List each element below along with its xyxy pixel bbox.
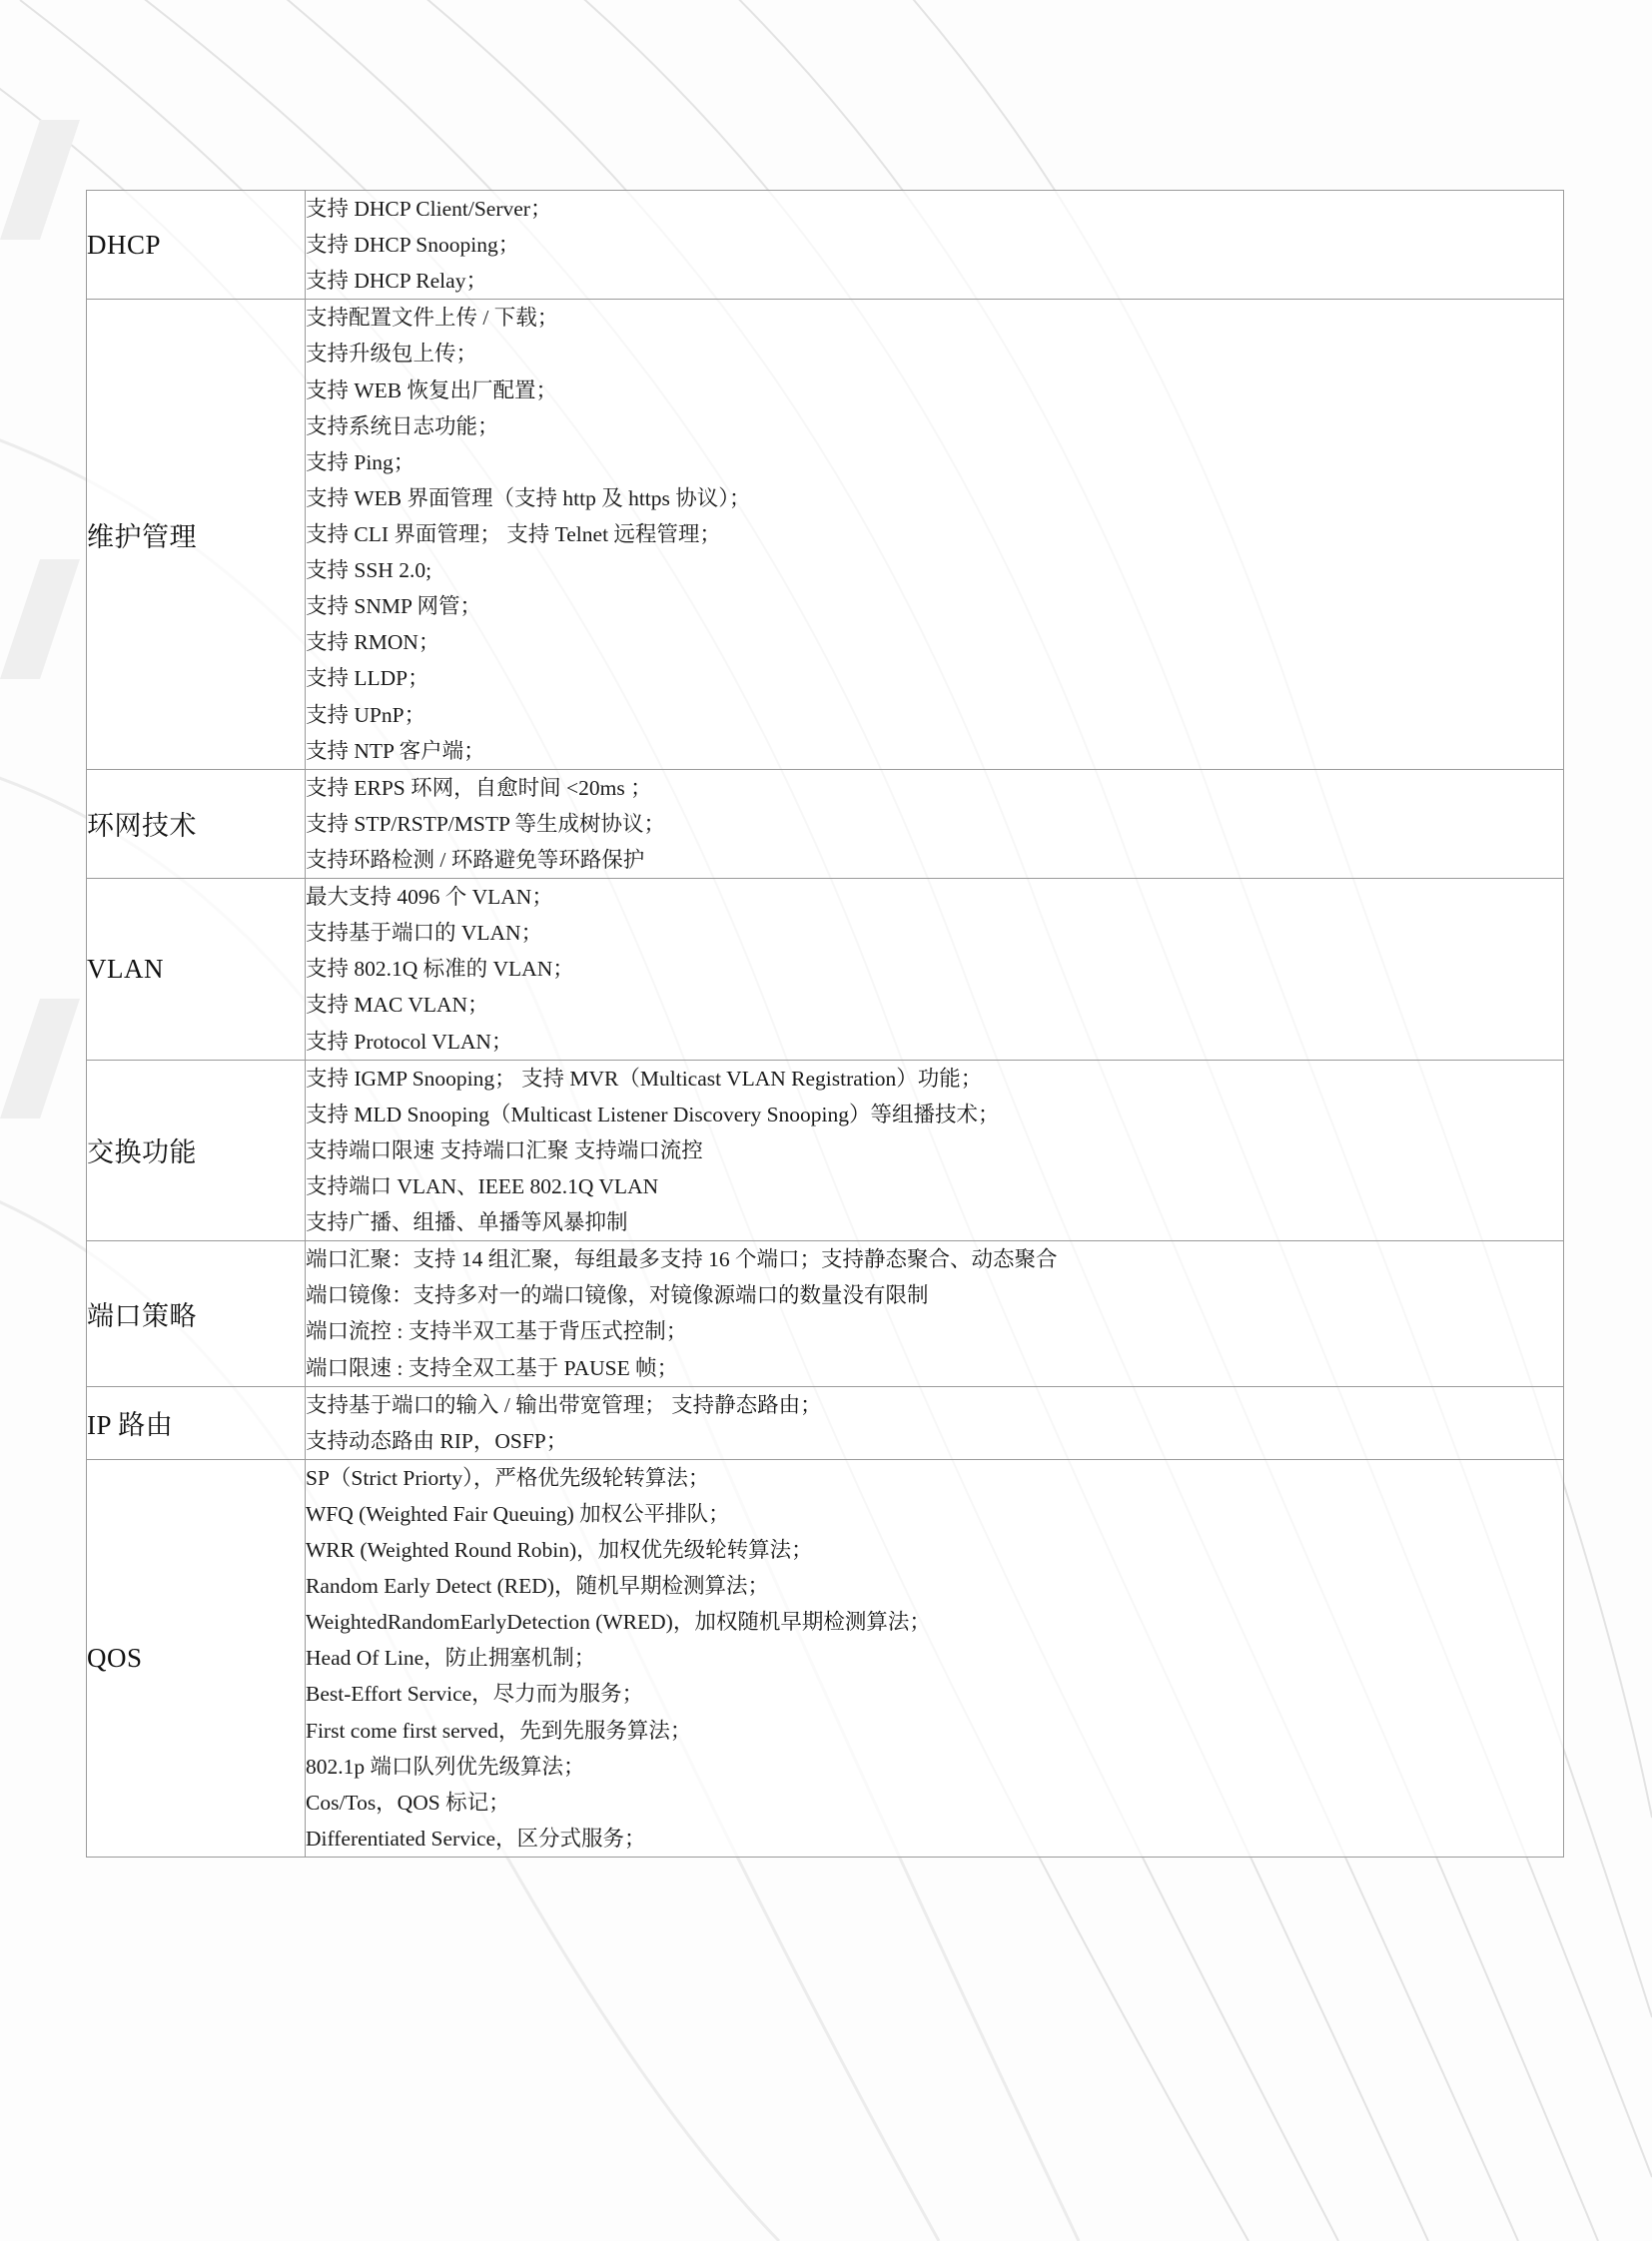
row-line: Differentiated Service，区分式服务； xyxy=(306,1826,646,1851)
row-line: 支持广播、组播、单播等风暴抑制 xyxy=(306,1210,628,1235)
row-line: 支持 MAC VLAN； xyxy=(306,993,489,1018)
row-line: 端口镜像：支持多对一的端口镜像，对镜像源端口的数量没有限制 xyxy=(306,1283,929,1308)
row-line: 端口限速 : 支持全双工基于 PAUSE 帧； xyxy=(306,1355,679,1380)
row-label-maintenance: 维护管理 xyxy=(87,300,306,769)
row-line: 支持 RMON； xyxy=(306,630,440,655)
row-line: Random Early Detect (RED)，随机早期检测算法； xyxy=(306,1574,769,1599)
row-line: 支持 NTP 客户端； xyxy=(306,738,485,763)
row-line: 支持基于端口的 VLAN； xyxy=(306,921,543,946)
row-line: WFQ (Weighted Fair Queuing) 加权公平排队； xyxy=(306,1501,730,1526)
row-line: 支持 WEB 界面管理（支持 http 及 https 协议）； xyxy=(306,485,751,510)
row-line: 支持 802.1Q 标准的 VLAN； xyxy=(306,957,574,982)
row-body-maintenance xyxy=(306,300,1564,769)
table-row xyxy=(87,1459,1564,1857)
row-body-port-policy xyxy=(306,1241,1564,1386)
row-label-dhcp: DHCP xyxy=(87,191,306,300)
table-row xyxy=(87,1241,1564,1386)
row-line: 支持 DHCP Snooping； xyxy=(306,233,520,258)
row-line: 支持端口 VLAN、IEEE 802.1Q VLAN xyxy=(306,1173,659,1198)
row-label-ip-routing: IP 路由 xyxy=(87,1386,306,1459)
table-row xyxy=(87,769,1564,878)
row-body-qos xyxy=(306,1459,1564,1857)
row-label-port-policy: 端口策略 xyxy=(87,1241,306,1386)
row-line: WRR (Weighted Round Robin)，加权优先级轮转算法； xyxy=(306,1538,813,1563)
table-row xyxy=(87,300,1564,769)
row-body-ring-network xyxy=(306,769,1564,878)
row-line: 支持 WEB 恢复出厂配置； xyxy=(306,377,558,402)
specification-table-container xyxy=(86,190,1564,1858)
row-line: 端口汇聚：支持 14 组汇聚，每组最多支持 16 个端口；支持静态聚合、动态聚合 xyxy=(306,1247,1058,1272)
row-line: Head Of Line，防止拥塞机制； xyxy=(306,1646,596,1671)
row-line: 支持系统日志功能； xyxy=(306,413,499,438)
row-line: 支持配置文件上传 / 下载； xyxy=(306,306,559,331)
row-line: 支持环路检测 / 环路避免等环路保护 xyxy=(306,847,645,872)
row-line: 802.1p 端口队列优先级算法； xyxy=(306,1754,585,1779)
row-line: 支持 DHCP Relay； xyxy=(306,269,487,294)
row-line: 支持 MLD Snooping（Multicast Listener Discovery Snooping）等组播技术； xyxy=(306,1102,1000,1126)
row-line: 支持 STP/RSTP/MSTP 等生成树协议； xyxy=(306,811,665,836)
row-line: 支持基于端口的输入 / 输出带宽管理； 支持静态路由； xyxy=(306,1392,822,1417)
row-line: 支持 LLDP； xyxy=(306,666,429,691)
row-line: 最大支持 4096 个 VLAN； xyxy=(306,885,553,910)
row-line: 端口流控 : 支持半双工基于背压式控制； xyxy=(306,1319,688,1344)
row-label-ring-network: 环网技术 xyxy=(87,769,306,878)
row-line: 支持 CLI 界面管理； 支持 Telnet 远程管理； xyxy=(306,521,721,546)
row-line: 支持 Protocol VLAN； xyxy=(306,1029,513,1054)
row-line: Best-Effort Service，尽力而为服务； xyxy=(306,1682,644,1707)
row-label-switching: 交换功能 xyxy=(87,1060,306,1241)
table-row xyxy=(87,191,1564,300)
row-label-qos: QOS xyxy=(87,1459,306,1857)
table-row xyxy=(87,879,1564,1061)
row-line: 支持 SNMP 网管； xyxy=(306,594,482,619)
row-line: WeightedRandomEarlyDetection (WRED)，加权随机早期检测算法； xyxy=(306,1610,931,1635)
row-line: 支持 ERPS 环网，自愈时间 <20ms ； xyxy=(306,775,652,800)
row-body-switching xyxy=(306,1060,1564,1241)
row-line: 支持 SSH 2.0; xyxy=(306,558,432,583)
row-line: SP（Strict Priorty），严格优先级轮转算法； xyxy=(306,1465,710,1490)
row-line: 支持动态路由 RIP，OSFP； xyxy=(306,1428,568,1453)
row-body-ip-routing xyxy=(306,1386,1564,1459)
row-body-vlan xyxy=(306,879,1564,1061)
row-line: 支持 DHCP Client/Server； xyxy=(306,197,552,221)
specification-table xyxy=(86,190,1564,1858)
row-line: 支持 UPnP； xyxy=(306,702,426,727)
row-line: 支持 Ping； xyxy=(306,449,415,474)
row-line: 支持升级包上传； xyxy=(306,342,478,367)
row-line: First come first served，先到先服务算法； xyxy=(306,1718,692,1743)
row-line: 支持 IGMP Snooping； 支持 MVR（Multicast VLAN Registration）功能； xyxy=(306,1066,983,1091)
row-body-dhcp xyxy=(306,191,1564,300)
table-row xyxy=(87,1060,1564,1241)
row-label-vlan: VLAN xyxy=(87,879,306,1061)
row-line: Cos/Tos，QOS 标记； xyxy=(306,1790,510,1815)
row-line: 支持端口限速 支持端口汇聚 支持端口流控 xyxy=(306,1137,703,1162)
table-row xyxy=(87,1386,1564,1459)
